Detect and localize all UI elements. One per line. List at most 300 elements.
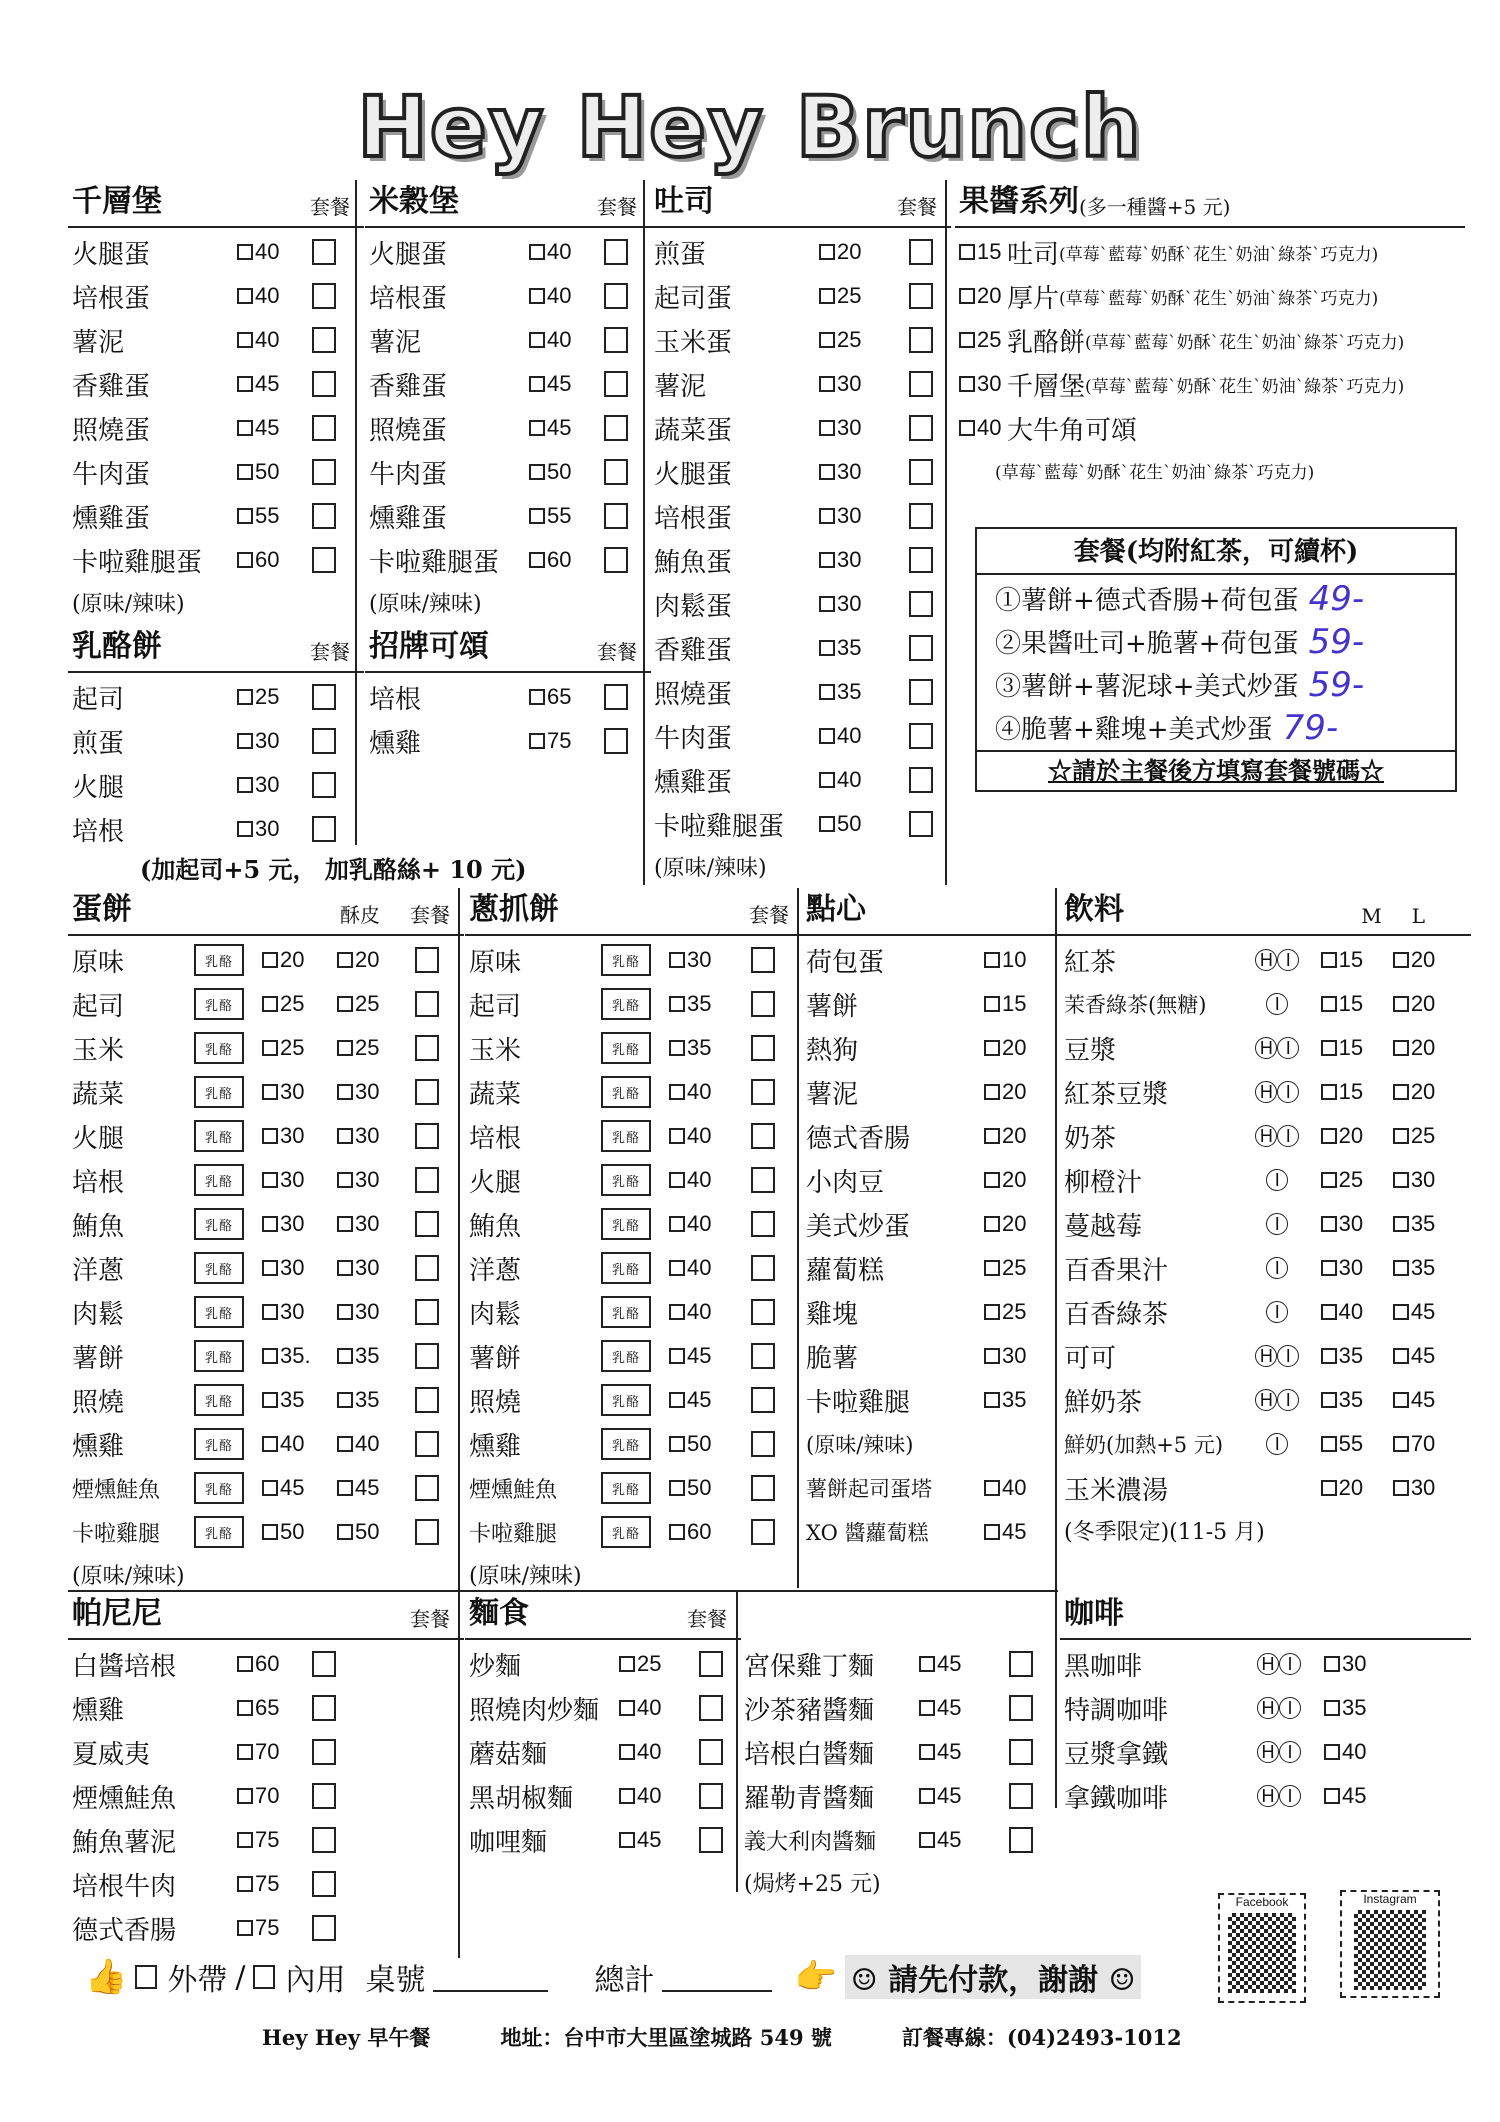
price-checkbox[interactable] xyxy=(1321,1304,1337,1320)
set-meal-checkbox[interactable] xyxy=(909,635,933,661)
price-option[interactable] xyxy=(984,1475,1054,1501)
price-checkbox[interactable] xyxy=(819,420,835,436)
price-option[interactable] xyxy=(819,679,909,705)
price-checkbox[interactable] xyxy=(529,689,545,705)
cheese-stamp-option[interactable]: 乳酪 xyxy=(194,1472,244,1504)
price-checkbox[interactable] xyxy=(237,244,253,260)
price-option[interactable] xyxy=(237,816,312,842)
price-checkbox[interactable] xyxy=(337,1084,353,1100)
set-meal-checkbox[interactable] xyxy=(415,991,439,1017)
price-checkbox[interactable] xyxy=(669,1348,685,1364)
ice-icon[interactable]: I xyxy=(1266,1257,1288,1279)
price-option[interactable] xyxy=(337,1431,415,1457)
price-option[interactable] xyxy=(669,1475,751,1501)
price-option[interactable] xyxy=(237,547,312,573)
price-checkbox[interactable] xyxy=(237,1700,253,1716)
price-option[interactable] xyxy=(1321,1255,1393,1281)
cheese-stamp-option[interactable]: 乳酪 xyxy=(194,988,244,1020)
set-meal-checkbox[interactable] xyxy=(1009,1695,1033,1721)
set-meal-checkbox[interactable] xyxy=(909,723,933,749)
price-checkbox[interactable] xyxy=(262,1128,278,1144)
set-meal-checkbox[interactable] xyxy=(312,283,336,309)
set-meal-checkbox[interactable] xyxy=(312,459,336,485)
price-checkbox[interactable] xyxy=(237,1876,253,1892)
price-checkbox[interactable] xyxy=(1321,1260,1337,1276)
price-checkbox[interactable] xyxy=(237,1788,253,1804)
price-option[interactable] xyxy=(529,327,604,353)
price-checkbox[interactable] xyxy=(669,996,685,1012)
price-checkbox[interactable] xyxy=(619,1788,635,1804)
price-checkbox[interactable] xyxy=(529,244,545,260)
price-checkbox[interactable] xyxy=(919,1744,935,1760)
price-option[interactable] xyxy=(262,1431,337,1457)
hot-icon[interactable]: H xyxy=(1257,1653,1279,1675)
cheese-stamp-option[interactable]: 乳酪 xyxy=(194,1252,244,1284)
price-option[interactable] xyxy=(1393,1167,1465,1193)
price-checkbox[interactable] xyxy=(262,1392,278,1408)
price-checkbox[interactable] xyxy=(984,1348,1000,1364)
set-meal-checkbox[interactable] xyxy=(312,371,336,397)
price-option[interactable] xyxy=(1324,1651,1399,1677)
price-option[interactable] xyxy=(1393,1211,1465,1237)
price-option[interactable] xyxy=(919,1783,1009,1809)
price-option[interactable] xyxy=(1393,1255,1465,1281)
cheese-stamp-option[interactable]: 乳酪 xyxy=(601,1076,651,1108)
price-checkbox[interactable] xyxy=(1321,952,1337,968)
price-option[interactable] xyxy=(1321,1299,1393,1325)
price-checkbox[interactable] xyxy=(529,332,545,348)
price-checkbox[interactable] xyxy=(237,1920,253,1936)
price-checkbox[interactable] xyxy=(337,1436,353,1452)
price-checkbox[interactable] xyxy=(819,464,835,480)
price-checkbox[interactable] xyxy=(669,1436,685,1452)
price-checkbox[interactable] xyxy=(619,1744,635,1760)
dine-in-checkbox[interactable] xyxy=(253,1965,275,1989)
price-checkbox[interactable] xyxy=(959,376,975,392)
price-checkbox[interactable] xyxy=(819,816,835,832)
price-option[interactable] xyxy=(1324,1739,1399,1765)
price-checkbox[interactable] xyxy=(1321,1436,1337,1452)
price-checkbox[interactable] xyxy=(262,1216,278,1232)
price-checkbox[interactable] xyxy=(984,1524,1000,1540)
price-checkbox[interactable] xyxy=(919,1788,935,1804)
price-checkbox[interactable] xyxy=(919,1700,935,1716)
price-checkbox[interactable] xyxy=(237,689,253,705)
price-checkbox[interactable] xyxy=(819,684,835,700)
price-checkbox[interactable] xyxy=(529,508,545,524)
price-checkbox[interactable] xyxy=(337,1304,353,1320)
price-checkbox[interactable] xyxy=(669,1480,685,1496)
cheese-stamp-option[interactable]: 乳酪 xyxy=(194,1428,244,1460)
price-checkbox[interactable] xyxy=(1393,1172,1409,1188)
price-checkbox[interactable] xyxy=(262,1480,278,1496)
set-meal-checkbox[interactable] xyxy=(909,239,933,265)
price-checkbox[interactable] xyxy=(819,640,835,656)
set-meal-checkbox[interactable] xyxy=(415,1431,439,1457)
price-option[interactable] xyxy=(819,723,909,749)
price-checkbox[interactable] xyxy=(1393,1304,1409,1320)
price-option[interactable] xyxy=(984,1211,1054,1237)
set-meal-checkbox[interactable] xyxy=(699,1739,723,1765)
price-checkbox[interactable] xyxy=(959,244,975,260)
price-checkbox[interactable] xyxy=(669,1128,685,1144)
set-meal-checkbox[interactable] xyxy=(312,415,336,441)
price-checkbox[interactable] xyxy=(529,733,545,749)
price-option[interactable] xyxy=(669,1167,751,1193)
price-checkbox[interactable] xyxy=(669,1392,685,1408)
price-option[interactable] xyxy=(337,1167,415,1193)
set-meal-checkbox[interactable] xyxy=(604,327,628,353)
hot-icon[interactable]: H xyxy=(1255,1037,1277,1059)
price-option[interactable] xyxy=(262,1035,337,1061)
price-option[interactable] xyxy=(1321,1475,1393,1501)
price-option[interactable] xyxy=(819,503,909,529)
price-option[interactable] xyxy=(1321,1431,1393,1457)
cheese-stamp-option[interactable]: 乳酪 xyxy=(194,1340,244,1372)
ice-icon[interactable]: I xyxy=(1266,1213,1288,1235)
price-option[interactable] xyxy=(237,1651,312,1677)
cheese-stamp-option[interactable]: 乳酪 xyxy=(194,1032,244,1064)
set-meal-checkbox[interactable] xyxy=(1009,1783,1033,1809)
price-option[interactable] xyxy=(1393,1123,1465,1149)
total-field[interactable] xyxy=(662,1962,772,1992)
set-meal-checkbox[interactable] xyxy=(312,1695,336,1721)
price-checkbox[interactable] xyxy=(819,552,835,568)
price-checkbox[interactable] xyxy=(337,1392,353,1408)
price-option[interactable] xyxy=(337,1299,415,1325)
price-option[interactable] xyxy=(619,1783,699,1809)
price-checkbox[interactable] xyxy=(337,1480,353,1496)
price-option[interactable] xyxy=(669,947,751,973)
cheese-stamp-option[interactable]: 乳酪 xyxy=(194,1516,244,1548)
price-checkbox[interactable] xyxy=(984,1172,1000,1188)
price-checkbox[interactable] xyxy=(237,288,253,304)
price-option[interactable] xyxy=(1324,1783,1399,1809)
price-option[interactable] xyxy=(337,1343,415,1369)
price-option[interactable] xyxy=(669,1211,751,1237)
price-checkbox[interactable] xyxy=(262,952,278,968)
price-checkbox[interactable] xyxy=(337,1040,353,1056)
cheese-stamp-option[interactable]: 乳酪 xyxy=(194,1384,244,1416)
price-checkbox[interactable] xyxy=(669,952,685,968)
price-option[interactable] xyxy=(959,239,1007,265)
set-meal-checkbox[interactable] xyxy=(909,327,933,353)
price-option[interactable] xyxy=(984,1343,1054,1369)
set-meal-checkbox[interactable] xyxy=(312,327,336,353)
price-checkbox[interactable] xyxy=(1393,1128,1409,1144)
price-option[interactable] xyxy=(984,1387,1054,1413)
price-option[interactable] xyxy=(237,1871,312,1897)
price-checkbox[interactable] xyxy=(959,332,975,348)
hot-icon[interactable]: H xyxy=(1257,1697,1279,1719)
price-option[interactable] xyxy=(819,239,909,265)
set-meal-checkbox[interactable] xyxy=(312,547,336,573)
price-checkbox[interactable] xyxy=(819,288,835,304)
price-checkbox[interactable] xyxy=(337,1216,353,1232)
price-option[interactable] xyxy=(1393,1343,1465,1369)
ice-icon[interactable]: I xyxy=(1277,1345,1299,1367)
price-option[interactable] xyxy=(919,1695,1009,1721)
ice-icon[interactable]: I xyxy=(1277,1081,1299,1103)
set-meal-checkbox[interactable] xyxy=(312,503,336,529)
set-meal-checkbox[interactable] xyxy=(312,1739,336,1765)
price-option[interactable] xyxy=(669,991,751,1017)
price-checkbox[interactable] xyxy=(959,420,975,436)
price-option[interactable] xyxy=(237,1827,312,1853)
price-checkbox[interactable] xyxy=(529,552,545,568)
set-meal-checkbox[interactable] xyxy=(751,1343,775,1369)
price-checkbox[interactable] xyxy=(1393,1040,1409,1056)
set-meal-checkbox[interactable] xyxy=(312,728,336,754)
set-meal-checkbox[interactable] xyxy=(604,459,628,485)
set-meal-checkbox[interactable] xyxy=(415,1255,439,1281)
price-option[interactable] xyxy=(337,1387,415,1413)
price-checkbox[interactable] xyxy=(262,1524,278,1540)
set-meal-checkbox[interactable] xyxy=(604,415,628,441)
price-checkbox[interactable] xyxy=(819,332,835,348)
price-option[interactable] xyxy=(1321,947,1393,973)
price-option[interactable] xyxy=(529,684,604,710)
price-option[interactable] xyxy=(669,1299,751,1325)
price-option[interactable] xyxy=(337,1079,415,1105)
price-checkbox[interactable] xyxy=(1393,996,1409,1012)
price-option[interactable] xyxy=(529,371,604,397)
cheese-stamp-option[interactable]: 乳酪 xyxy=(601,1428,651,1460)
ice-icon[interactable]: I xyxy=(1266,1301,1288,1323)
price-checkbox[interactable] xyxy=(1393,1084,1409,1100)
price-checkbox[interactable] xyxy=(262,996,278,1012)
price-checkbox[interactable] xyxy=(1324,1788,1340,1804)
price-option[interactable] xyxy=(984,1167,1054,1193)
price-option[interactable] xyxy=(262,1299,337,1325)
price-option[interactable] xyxy=(1321,1343,1393,1369)
set-meal-checkbox[interactable] xyxy=(415,1343,439,1369)
set-meal-checkbox[interactable] xyxy=(312,1871,336,1897)
price-checkbox[interactable] xyxy=(919,1832,935,1848)
price-option[interactable] xyxy=(1321,991,1393,1017)
price-checkbox[interactable] xyxy=(819,376,835,392)
set-meal-checkbox[interactable] xyxy=(909,679,933,705)
instagram-qr[interactable] xyxy=(1340,1890,1440,1998)
price-option[interactable] xyxy=(819,767,909,793)
hot-icon[interactable]: H xyxy=(1255,1345,1277,1367)
price-option[interactable] xyxy=(619,1739,699,1765)
set-meal-checkbox[interactable] xyxy=(312,816,336,842)
cheese-stamp-option[interactable]: 乳酪 xyxy=(601,1032,651,1064)
price-option[interactable] xyxy=(237,1739,312,1765)
price-option[interactable] xyxy=(262,1211,337,1237)
price-checkbox[interactable] xyxy=(262,1084,278,1100)
set-meal-checkbox[interactable] xyxy=(604,547,628,573)
set-meal-checkbox[interactable] xyxy=(1009,1827,1033,1853)
price-checkbox[interactable] xyxy=(1321,1172,1337,1188)
set-meal-checkbox[interactable] xyxy=(699,1651,723,1677)
price-checkbox[interactable] xyxy=(237,508,253,524)
price-checkbox[interactable] xyxy=(819,244,835,260)
price-option[interactable] xyxy=(237,1783,312,1809)
price-checkbox[interactable] xyxy=(337,996,353,1012)
ice-icon[interactable]: I xyxy=(1277,949,1299,971)
ice-icon[interactable]: I xyxy=(1277,1037,1299,1059)
set-meal-checkbox[interactable] xyxy=(909,459,933,485)
set-meal-checkbox[interactable] xyxy=(751,991,775,1017)
price-option[interactable] xyxy=(1393,991,1465,1017)
price-checkbox[interactable] xyxy=(984,1084,1000,1100)
hot-icon[interactable]: H xyxy=(1255,949,1277,971)
cheese-stamp-option[interactable]: 乳酪 xyxy=(601,1384,651,1416)
hot-icon[interactable]: H xyxy=(1257,1785,1279,1807)
price-checkbox[interactable] xyxy=(237,332,253,348)
price-option[interactable] xyxy=(959,283,1007,309)
set-meal-checkbox[interactable] xyxy=(1009,1651,1033,1677)
price-checkbox[interactable] xyxy=(819,508,835,524)
price-option[interactable] xyxy=(1393,1079,1465,1105)
price-option[interactable] xyxy=(529,503,604,529)
set-meal-checkbox[interactable] xyxy=(751,947,775,973)
price-option[interactable] xyxy=(262,947,337,973)
price-option[interactable] xyxy=(237,772,312,798)
set-meal-checkbox[interactable] xyxy=(604,239,628,265)
price-checkbox[interactable] xyxy=(1393,1216,1409,1232)
price-option[interactable] xyxy=(237,1695,312,1721)
cheese-stamp-option[interactable]: 乳酪 xyxy=(601,988,651,1020)
price-option[interactable] xyxy=(237,684,312,710)
price-option[interactable] xyxy=(262,1167,337,1193)
price-option[interactable] xyxy=(237,415,312,441)
price-checkbox[interactable] xyxy=(1321,996,1337,1012)
price-option[interactable] xyxy=(262,1475,337,1501)
price-option[interactable] xyxy=(237,728,312,754)
ice-icon[interactable]: I xyxy=(1266,1169,1288,1191)
cheese-stamp-option[interactable]: 乳酪 xyxy=(194,1120,244,1152)
set-meal-checkbox[interactable] xyxy=(751,1167,775,1193)
price-checkbox[interactable] xyxy=(1393,952,1409,968)
price-option[interactable] xyxy=(337,1035,415,1061)
price-option[interactable] xyxy=(819,283,909,309)
set-meal-checkbox[interactable] xyxy=(909,283,933,309)
price-option[interactable] xyxy=(1393,947,1465,973)
set-meal-checkbox[interactable] xyxy=(415,1299,439,1325)
price-checkbox[interactable] xyxy=(669,1260,685,1276)
cheese-stamp-option[interactable]: 乳酪 xyxy=(194,1208,244,1240)
price-checkbox[interactable] xyxy=(819,728,835,744)
set-meal-checkbox[interactable] xyxy=(604,371,628,397)
ice-icon[interactable]: I xyxy=(1279,1785,1301,1807)
price-option[interactable] xyxy=(1324,1695,1399,1721)
price-option[interactable] xyxy=(237,239,312,265)
price-checkbox[interactable] xyxy=(337,1524,353,1540)
price-option[interactable] xyxy=(237,371,312,397)
set-meal-checkbox[interactable] xyxy=(699,1783,723,1809)
price-option[interactable] xyxy=(1321,1079,1393,1105)
set-meal-checkbox[interactable] xyxy=(415,1035,439,1061)
price-option[interactable] xyxy=(529,283,604,309)
price-checkbox[interactable] xyxy=(1393,1260,1409,1276)
price-checkbox[interactable] xyxy=(984,1480,1000,1496)
price-option[interactable] xyxy=(669,1431,751,1457)
price-option[interactable] xyxy=(819,371,909,397)
price-checkbox[interactable] xyxy=(529,420,545,436)
price-option[interactable] xyxy=(337,991,415,1017)
set-meal-checkbox[interactable] xyxy=(751,1079,775,1105)
price-option[interactable] xyxy=(984,947,1054,973)
price-option[interactable] xyxy=(669,1079,751,1105)
set-meal-checkbox[interactable] xyxy=(312,239,336,265)
price-option[interactable] xyxy=(984,1519,1054,1545)
price-checkbox[interactable] xyxy=(959,288,975,304)
price-checkbox[interactable] xyxy=(337,952,353,968)
set-meal-checkbox[interactable] xyxy=(415,1123,439,1149)
price-option[interactable] xyxy=(984,1123,1054,1149)
price-checkbox[interactable] xyxy=(337,1260,353,1276)
price-option[interactable] xyxy=(529,728,604,754)
facebook-qr[interactable] xyxy=(1218,1893,1306,2003)
price-checkbox[interactable] xyxy=(1393,1436,1409,1452)
price-checkbox[interactable] xyxy=(984,952,1000,968)
price-checkbox[interactable] xyxy=(984,1040,1000,1056)
price-checkbox[interactable] xyxy=(262,1436,278,1452)
price-checkbox[interactable] xyxy=(1324,1656,1340,1672)
price-checkbox[interactable] xyxy=(984,996,1000,1012)
price-option[interactable] xyxy=(959,415,1007,441)
price-option[interactable] xyxy=(262,991,337,1017)
set-meal-checkbox[interactable] xyxy=(751,1255,775,1281)
price-checkbox[interactable] xyxy=(237,1832,253,1848)
price-checkbox[interactable] xyxy=(1324,1700,1340,1716)
price-option[interactable] xyxy=(262,1123,337,1149)
set-meal-checkbox[interactable] xyxy=(312,1651,336,1677)
price-option[interactable] xyxy=(262,1343,337,1369)
price-checkbox[interactable] xyxy=(1321,1348,1337,1364)
ice-icon[interactable]: I xyxy=(1279,1653,1301,1675)
cheese-stamp-option[interactable]: 乳酪 xyxy=(194,1296,244,1328)
price-option[interactable] xyxy=(1393,1431,1465,1457)
price-option[interactable] xyxy=(819,547,909,573)
set-meal-checkbox[interactable] xyxy=(751,1519,775,1545)
price-checkbox[interactable] xyxy=(337,1348,353,1364)
price-option[interactable] xyxy=(984,1299,1054,1325)
price-option[interactable] xyxy=(1321,1387,1393,1413)
price-option[interactable] xyxy=(1321,1123,1393,1149)
price-checkbox[interactable] xyxy=(237,376,253,392)
price-checkbox[interactable] xyxy=(237,464,253,480)
hot-icon[interactable]: H xyxy=(1255,1081,1277,1103)
set-meal-checkbox[interactable] xyxy=(1009,1739,1033,1765)
set-meal-checkbox[interactable] xyxy=(415,1079,439,1105)
price-checkbox[interactable] xyxy=(262,1172,278,1188)
price-checkbox[interactable] xyxy=(919,1656,935,1672)
price-option[interactable] xyxy=(619,1827,699,1853)
price-option[interactable] xyxy=(337,1255,415,1281)
price-option[interactable] xyxy=(669,1255,751,1281)
price-option[interactable] xyxy=(337,1475,415,1501)
price-option[interactable] xyxy=(529,239,604,265)
price-option[interactable] xyxy=(529,459,604,485)
price-checkbox[interactable] xyxy=(529,376,545,392)
price-checkbox[interactable] xyxy=(237,1656,253,1672)
hot-icon[interactable]: H xyxy=(1255,1125,1277,1147)
set-meal-checkbox[interactable] xyxy=(751,1123,775,1149)
ice-icon[interactable]: I xyxy=(1277,1125,1299,1147)
price-checkbox[interactable] xyxy=(1321,1480,1337,1496)
ice-icon[interactable]: I xyxy=(1279,1741,1301,1763)
price-option[interactable] xyxy=(529,415,604,441)
set-meal-checkbox[interactable] xyxy=(909,415,933,441)
price-checkbox[interactable] xyxy=(984,1304,1000,1320)
price-option[interactable] xyxy=(337,1211,415,1237)
price-checkbox[interactable] xyxy=(1321,1128,1337,1144)
set-meal-checkbox[interactable] xyxy=(415,1475,439,1501)
